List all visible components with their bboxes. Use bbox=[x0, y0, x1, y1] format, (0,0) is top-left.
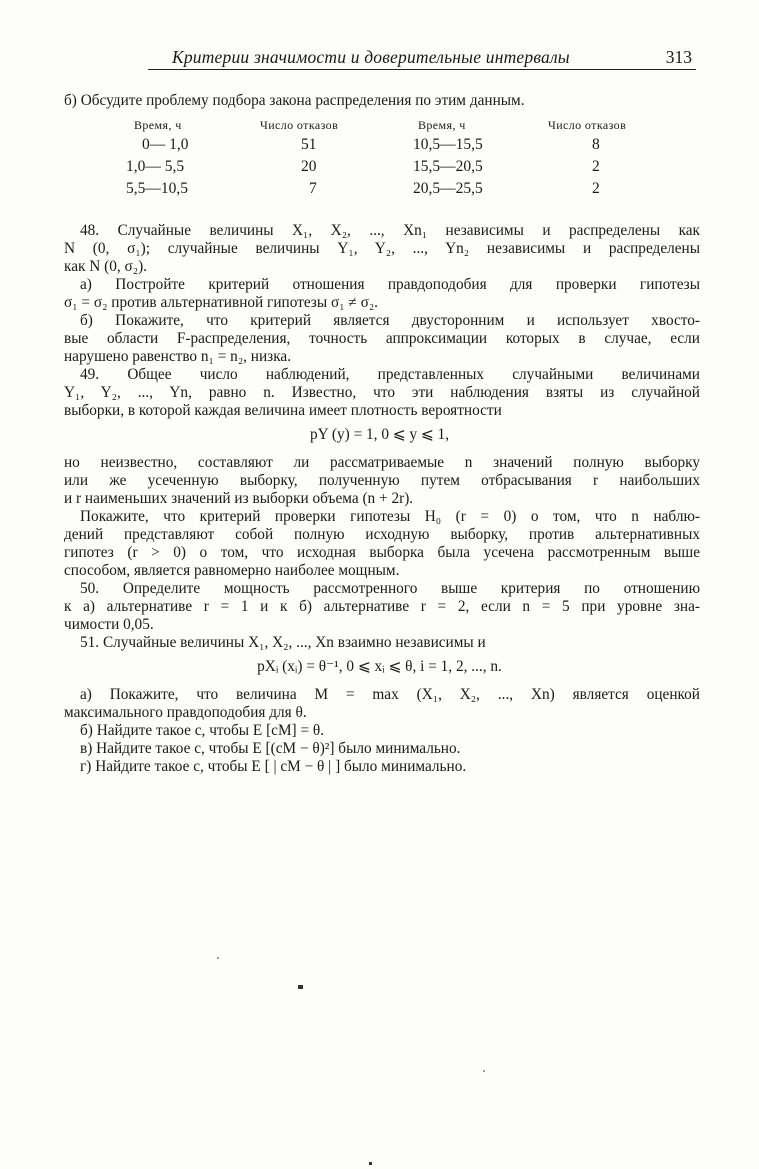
table-cell: 2 bbox=[592, 158, 600, 175]
scan-speck bbox=[217, 957, 219, 959]
problem-49-line: но неизвестно, составляют ли рассматриваемые n значений полную выборку bbox=[64, 454, 700, 471]
problem-49-line: выборки, в которой каждая величина имеет плотность вероятности bbox=[64, 402, 502, 419]
problem-48-line: вые области F-распределения, точность аппроксимации которых в случае, если bbox=[64, 330, 700, 347]
table-cell: 20 bbox=[301, 158, 317, 175]
table-header-failures-2: Число отказов bbox=[548, 118, 627, 132]
table-cell: 10,5—15,5 bbox=[413, 136, 483, 153]
density-formula-49: pY (y) = 1, 0 ⩽ y ⩽ 1, bbox=[309, 426, 450, 443]
problem-49-line: 49. Общее число наблюдений, представленных случайными величинами bbox=[80, 366, 700, 383]
problem-49-line: Покажите, что критерий проверки гипотезы H₀ (r = 0) о том, что n наблю- bbox=[80, 508, 700, 525]
problem-51-line: максимального правдоподобия для θ. bbox=[64, 704, 307, 721]
table-header-time-2: Время, ч bbox=[418, 118, 466, 132]
problem-48-line: 48. Случайные величины X₁, X₂, ..., Xn₁ независимы и распределены как bbox=[80, 222, 700, 239]
density-formula-51: pXᵢ (xᵢ) = θ⁻¹, 0 ⩽ xᵢ ⩽ θ, i = 1, 2, ..., n. bbox=[257, 658, 502, 675]
problem-50-line: 50. Определите мощность рассмотренного выше критерия по отношению bbox=[80, 580, 700, 597]
table-cell: 7 bbox=[309, 180, 317, 197]
scan-speck bbox=[369, 1162, 372, 1165]
problem-50-line: чимости 0,05. bbox=[64, 616, 154, 633]
scan-speck bbox=[298, 985, 303, 989]
problem-48-line: как N (0, σ₂). bbox=[64, 258, 148, 275]
table-cell: 0— 1,0 bbox=[142, 136, 189, 153]
table-cell: 5,5—10,5 bbox=[126, 180, 188, 197]
problem-51-line: б) Найдите такое c, чтобы E [cM] = θ. bbox=[80, 722, 325, 739]
table-cell: 2 bbox=[592, 180, 600, 197]
running-header bbox=[148, 48, 696, 70]
problem-51-line: г) Найдите такое c, чтобы E [ | cM − θ | ] было минимально. bbox=[80, 758, 467, 775]
header-title: Критерии значимости и доверительные интервалы bbox=[172, 47, 570, 67]
problem-48-line: σ₁ = σ₂ против альтернативной гипотезы σ₁ ≠ σ₂. bbox=[64, 294, 378, 311]
problem-47b-text: б) Обсудите проблему подбора закона распределения по этим данным. bbox=[64, 92, 525, 109]
table-cell: 8 bbox=[592, 136, 600, 153]
page-number: 313 bbox=[665, 47, 692, 67]
problem-51-line: в) Найдите такое c, чтобы E [(cM − θ)²] было минимально. bbox=[80, 740, 461, 757]
problem-48-line: б) Покажите, что критерий является двусторонним и использует хвосто- bbox=[80, 312, 700, 329]
problem-49-line: и r наименьших значений из выборки объема (n + 2r). bbox=[64, 490, 414, 507]
problem-49-line: гипотез (r > 0) о том, что исходная выборка была усечена рассмотренным выше bbox=[64, 544, 700, 561]
problem-49-line: или же усеченную выборку, полученную путем отбрасывания r наибольших bbox=[64, 472, 700, 489]
table-header-time-1: Время, ч bbox=[134, 118, 182, 132]
table-cell: 51 bbox=[301, 136, 317, 153]
problem-49-line: дений представляют собой полную исходную выборку, против альтернативных bbox=[64, 526, 700, 543]
table-cell: 15,5—20,5 bbox=[413, 158, 483, 175]
problem-51-line: 51. Случайные величины X₁, X₂, ..., Xn взаимно независимы и bbox=[80, 634, 486, 651]
table-header-failures-1: Число отказов bbox=[260, 118, 339, 132]
scan-speck bbox=[483, 1070, 485, 1072]
problem-48-line: N (0, σ₁); случайные величины Y₁, Y₂, ..., Yn₂ независимы и распределены bbox=[64, 240, 700, 257]
table-cell: 20,5—25,5 bbox=[413, 180, 483, 197]
problem-49-line: Y₁, Y₂, ..., Yn, равно n. Известно, что эти наблюдения взяты из случайной bbox=[64, 384, 700, 401]
problem-48-line: нарушено равенство n₁ = n₂, низка. bbox=[64, 348, 292, 365]
problem-48-line: а) Постройте критерий отношения правдоподобия для проверки гипотезы bbox=[80, 276, 700, 293]
problem-49-line: способом, является равномерно наиболее мощным. bbox=[64, 562, 400, 579]
problem-50-line: к а) альтернативе r = 1 и к б) альтернативе r = 2, если n = 5 при уровне зна- bbox=[64, 598, 700, 615]
problem-51-line: а) Покажите, что величина M = max (X₁, X₂, ..., Xn) является оценкой bbox=[80, 686, 700, 703]
table-cell: 1,0— 5,5 bbox=[126, 158, 185, 175]
